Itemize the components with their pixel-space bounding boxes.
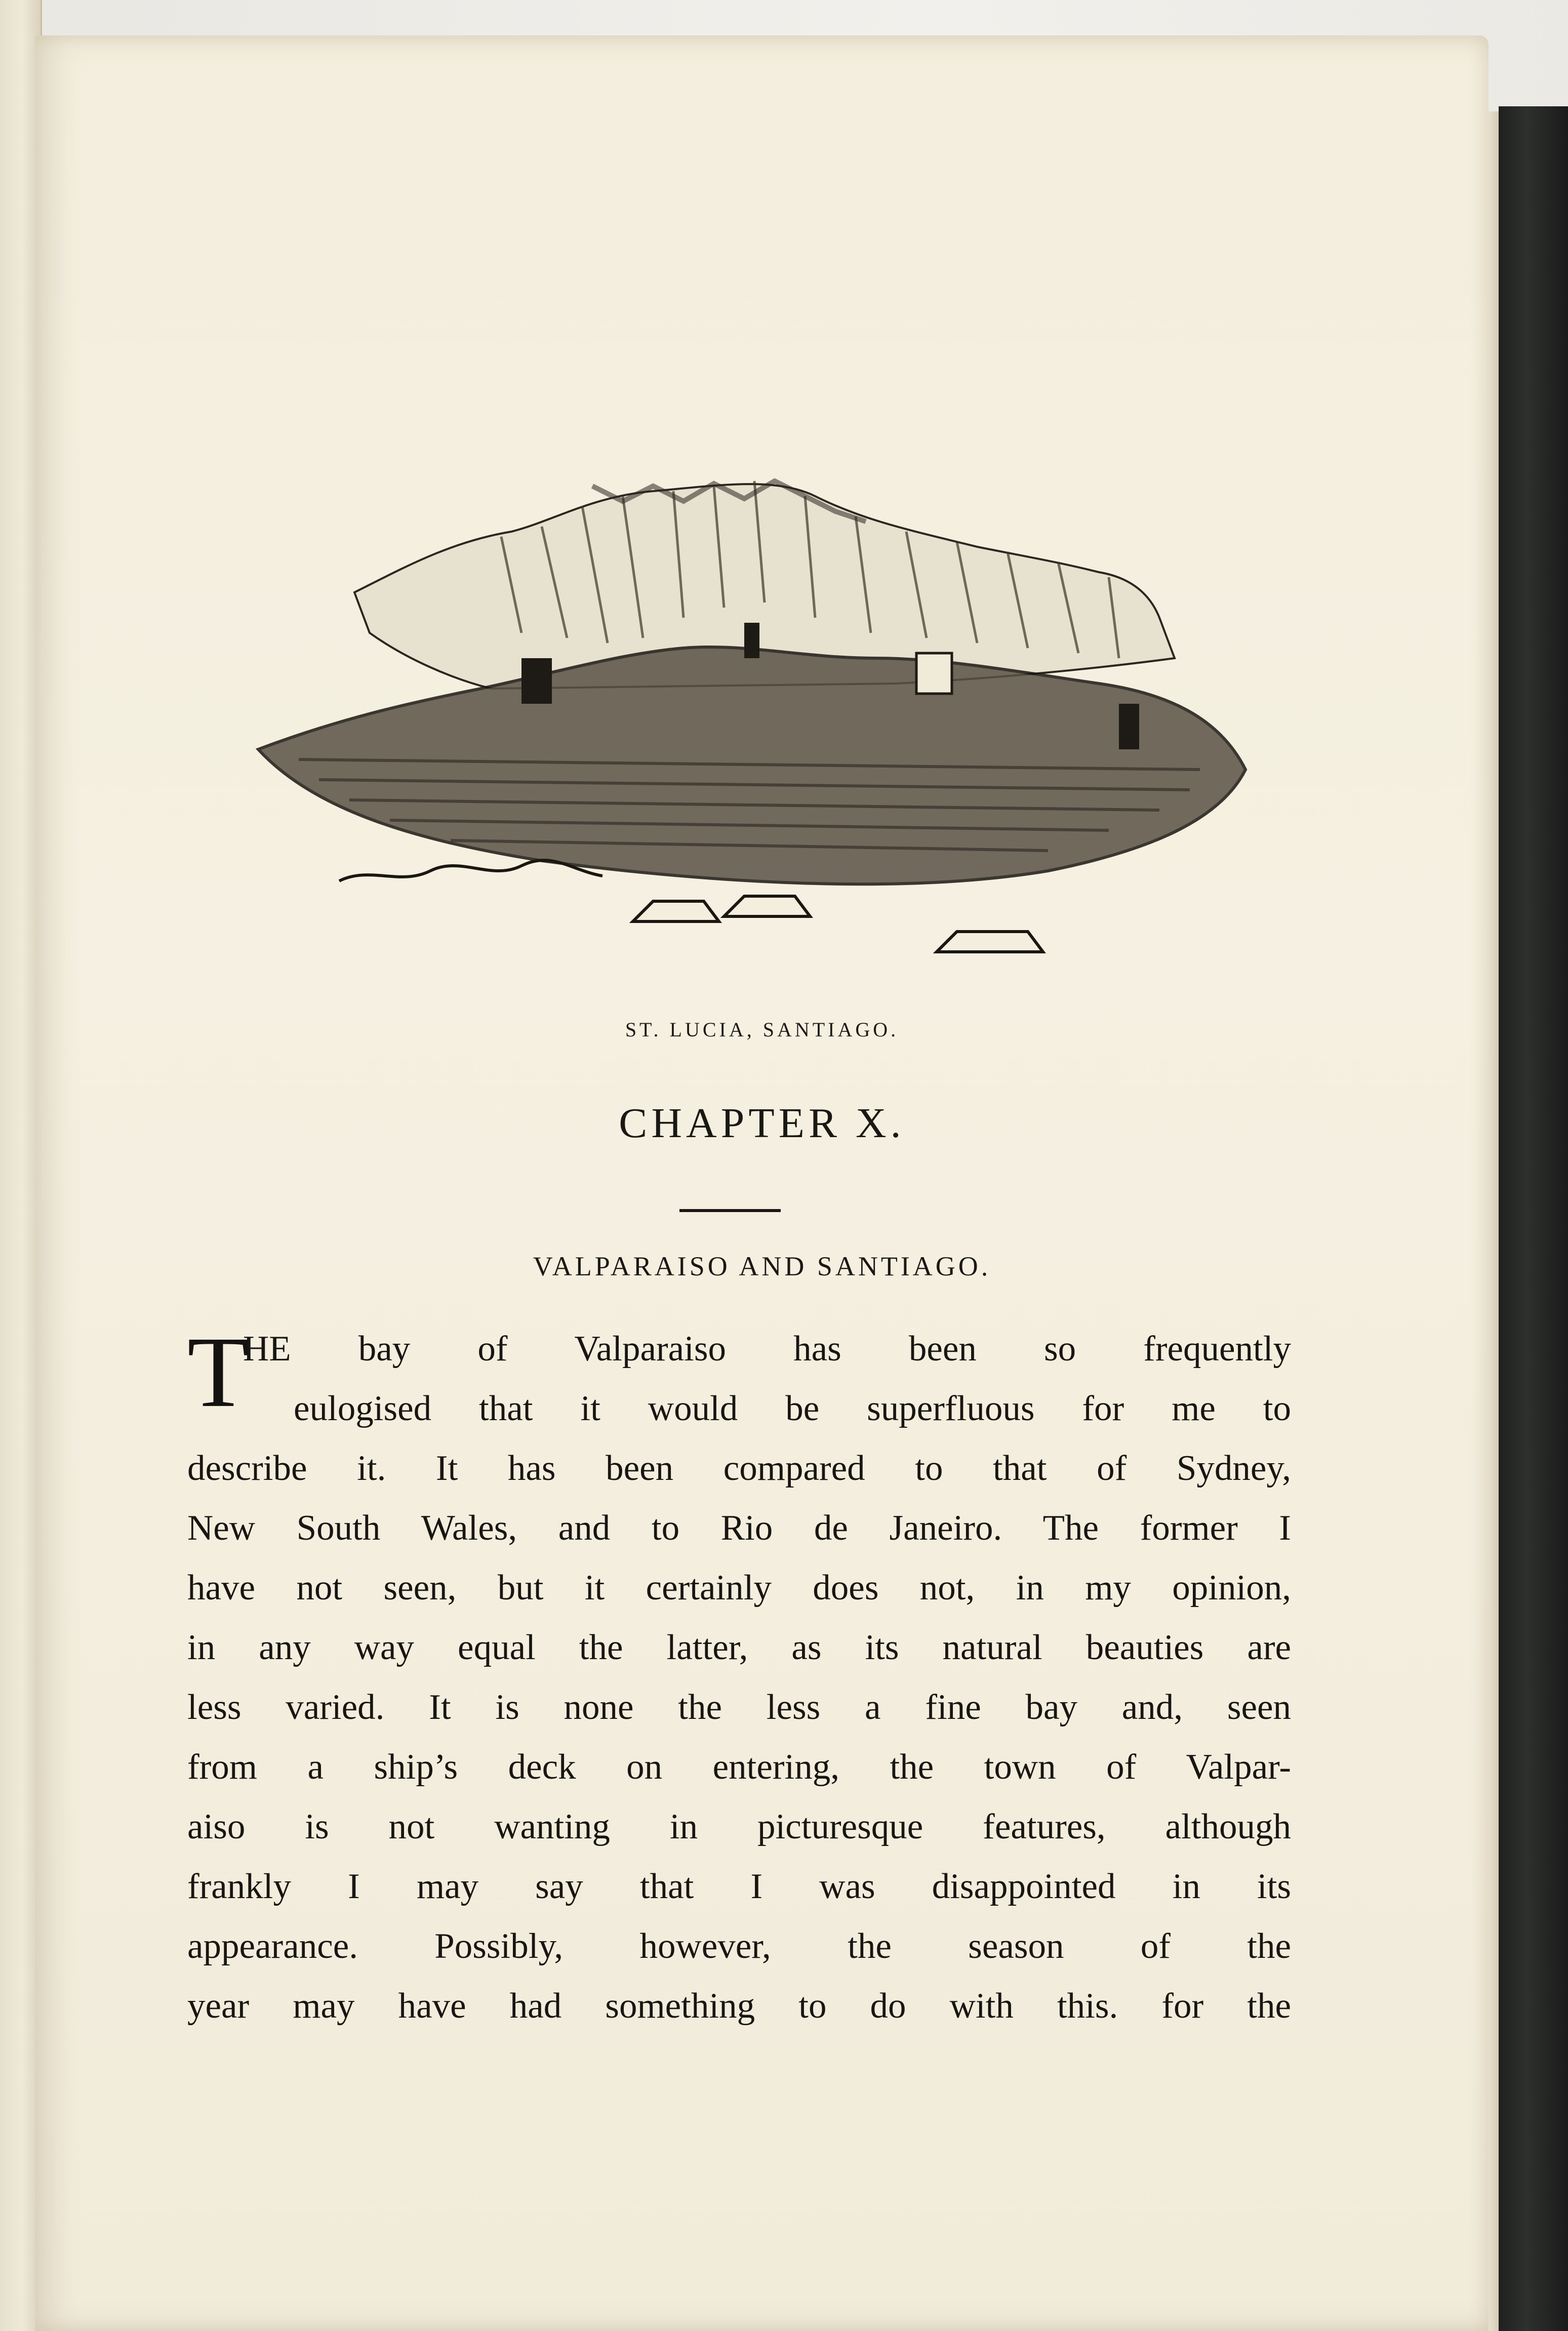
hill-building <box>916 653 952 694</box>
text-line: appearance. Possibly, however, the season of the <box>187 1926 1291 1966</box>
hill-building <box>1119 704 1139 749</box>
foreground-building <box>724 896 810 916</box>
text-line: from a ship’s deck on entering, the town of Valpar- <box>187 1747 1291 1787</box>
drop-cap: T <box>187 1316 250 1428</box>
chapter-body <box>187 1316 1291 2036</box>
text-line: aiso is not wanting in picturesque features, although <box>187 1807 1291 1846</box>
chapter-title: CHAPTER X. <box>619 1100 905 1147</box>
text-line: New South Wales, and to Rio de Janeiro. The former I <box>187 1508 1291 1548</box>
text-line: describe it. It has been compared to that of Sydney, <box>187 1449 1291 1488</box>
text-line: frankly I may say that I was disappointed in its <box>187 1867 1291 1906</box>
illustration-caption: ST. LUCIA, SANTIAGO. <box>625 1018 899 1041</box>
chapter-subtitle: VALPARAISO AND SANTIAGO. <box>533 1251 991 1281</box>
text-line: less varied. It is none the less a fine bay and, seen <box>187 1687 1291 1727</box>
text-line: have not seen, but it certainly does not, in my opinion, <box>187 1568 1291 1607</box>
title-divider <box>679 1209 781 1212</box>
hill-tower <box>744 623 759 658</box>
foreground-vegetation <box>339 860 602 881</box>
hill-building <box>521 658 552 704</box>
text-line: in any way equal the latter, as its natural beauties are <box>187 1628 1291 1667</box>
book-page <box>35 35 1489 2331</box>
engraving-illustration <box>238 466 1271 1002</box>
foreground-building <box>937 932 1043 952</box>
foreground-building <box>633 901 719 921</box>
text-line: year may have had something to do with this. for the <box>187 1986 1291 2026</box>
book-cover <box>1499 106 1568 2331</box>
text-line: HE bay of Valparaiso has been so frequently <box>243 1329 1291 1369</box>
text-line: eulogised that it would be superfluous for me to <box>294 1389 1291 1428</box>
